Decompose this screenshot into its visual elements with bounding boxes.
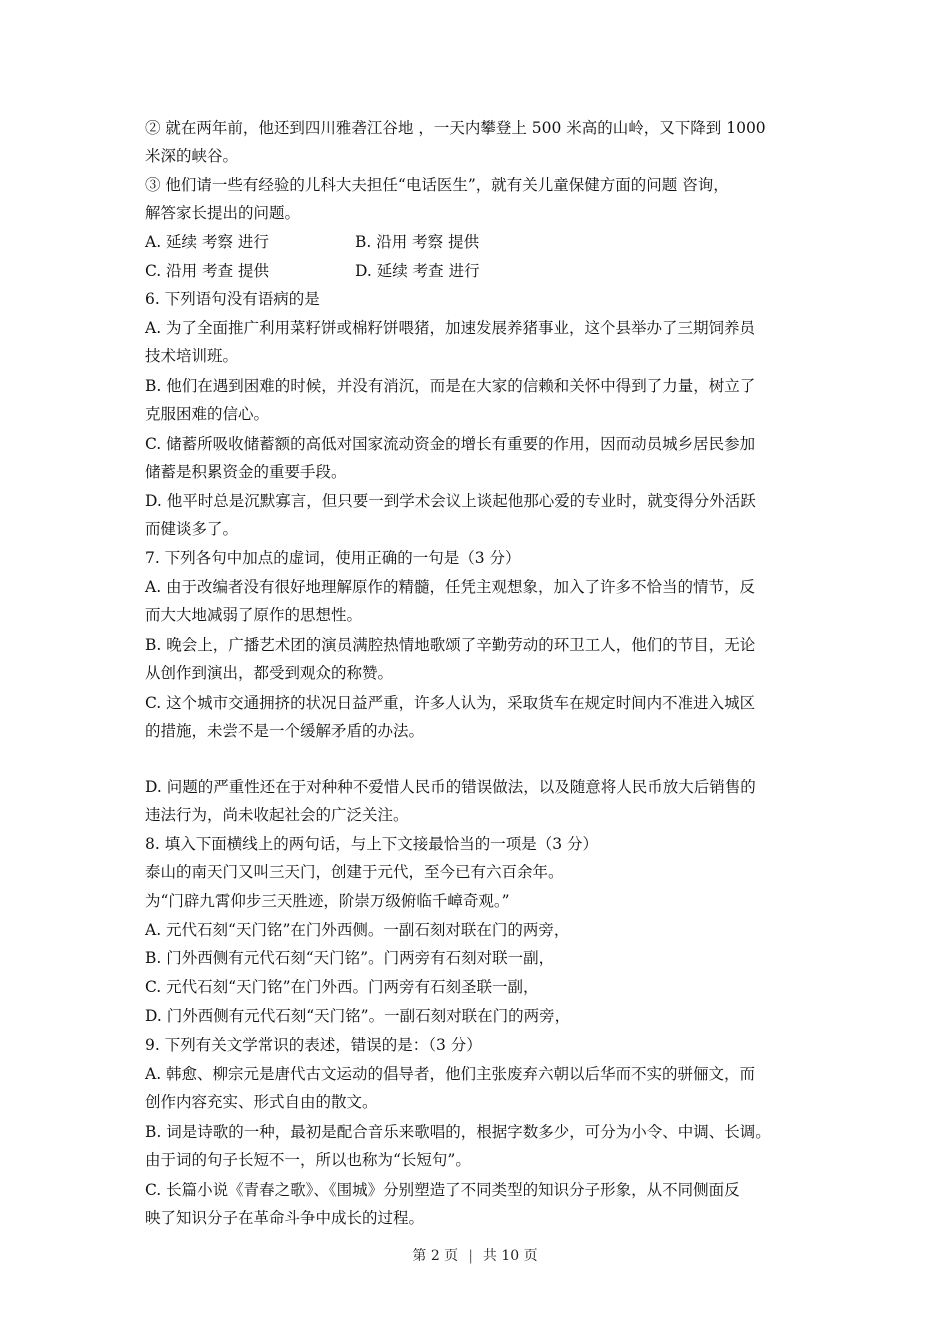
q7-stem: 7. 下列各句中加点的虚词，使用正确的一句是（3 分） — [145, 549, 521, 567]
q8-option-c: C. 元代石刻“天门铭”在门外西。门两旁有石刻圣联一副， — [145, 978, 539, 996]
q6-option-c-line-2: 储蓄是积累资金的重要手段。 — [145, 463, 347, 481]
q7-option-c-line-2: 的措施，未尝不是一个缓解矛盾的办法。 — [145, 722, 425, 740]
q5-option-c: C. 沿用 考查 提供 — [145, 262, 270, 280]
q7-option-d-line-2: 违法行为，尚未收起社会的广泛关注。 — [145, 806, 409, 824]
q6-option-a-line-1: A. 为了全面推广利用菜籽饼或棉籽饼喂猪，加速发展养猪事业，这个县举办了三期饲养员 — [145, 319, 756, 337]
q9-option-c-line-2: 映了知识分子在革命斗争中成长的过程。 — [145, 1209, 425, 1227]
q5-option-a: A. 延续 考察 进行 — [145, 233, 269, 251]
q7-option-a-line-2: 而大大地减弱了原作的思想性。 — [145, 606, 363, 624]
q5-item-3-line-1: ③ 他们请一些有经验的儿科大夫担任“电话医生”，就有关儿童保健方面的问题 咨询， — [145, 176, 729, 194]
q9-option-c-line-1: C. 长篇小说《青春之歌》、《围城》分别塑造了不同类型的知识分子形象，从不同侧面反 — [145, 1181, 740, 1199]
q7-option-d-line-1: D. 问题的严重性还在于对种种不爱惜人民币的错误做法，以及随意将人民币放大后销售的 — [145, 778, 756, 796]
q7-option-b-line-2: 从创作到演出，都受到观众的称赞。 — [145, 664, 394, 682]
q5-item-2-line-2: 米深的峡谷。 — [145, 147, 239, 165]
footer-separator: | — [468, 1248, 473, 1264]
q6-option-c-line-1: C. 储蓄所吸收储蓄额的高低对国家流动资金的增长有重要的作用，因而动员城乡居民参加 — [145, 435, 756, 453]
q6-option-d-line-1: D. 他平时总是沉默寡言，但只要一到学术会议上谈起他那心爱的专业时，就变得分外活跃 — [145, 492, 756, 510]
q5-option-b: B. 沿用 考察 提供 — [355, 233, 480, 251]
q7-option-c-line-1: C. 这个城市交通拥挤的状况日益严重，许多人认为，采取货车在规定时间内不准进入城区 — [145, 694, 756, 712]
q8-passage-line-1: 泰山的南天门又叫三天门，创建于元代，至今已有六百余年。 — [145, 863, 564, 881]
q6-option-b-line-1: B. 他们在遇到困难的时候，并没有消沉，而是在大家的信赖和关怀中得到了力量，树立了 — [145, 377, 756, 395]
q9-option-b-line-2: 由于词的句子长短不一，所以也称为“长短句”。 — [145, 1151, 471, 1169]
q7-option-b-line-1: B. 晚会上，广播艺术团的演员满腔热情地歌颂了辛勤劳动的环卫工人，他们的节目，无论 — [145, 636, 756, 654]
q6-option-b-line-2: 克服困难的信心。 — [145, 405, 270, 423]
q5-item-2-line-1: ② 就在两年前，他还到四川雅砻江谷地 ，一天内攀登上 500 米高的山岭，又下降到 1000 — [145, 119, 766, 137]
q8-option-d: D. 门外西侧有元代石刻“天门铭”。一副石刻对联在门的两旁， — [145, 1007, 571, 1025]
page-number: 第 2 页 — [412, 1248, 459, 1264]
q9-option-b-line-1: B. 词是诗歌的一种，最初是配合音乐来歌唱的，根据字数多少，可分为小令、中调、长调。 — [145, 1123, 771, 1141]
q9-stem: 9. 下列有关文学常识的表述，错误的是：（3 分） — [145, 1036, 482, 1054]
page-footer — [0, 1246, 950, 1266]
q8-stem: 8. 填入下面横线上的两句话，与上下文接最恰当的一项是（3 分） — [145, 835, 599, 853]
q8-option-a: A. 元代石刻“天门铭”在门外西侧。一副石刻对联在门的两旁， — [145, 921, 570, 939]
q6-option-a-line-2: 技术培训班。 — [145, 347, 239, 365]
q5-item-3-line-2: 解答家长提出的问题。 — [145, 204, 301, 222]
q8-passage-line-2: 为“门辟九霄仰步三天胜迹，阶崇万级俯临千嶂奇观。” — [145, 892, 510, 910]
q7-option-a-line-1: A. 由于改编者没有很好地理解原作的精髓，任凭主观想象，加入了许多不恰当的情节，反 — [145, 578, 756, 596]
q9-option-a-line-2: 创作内容充实、形式自由的散文。 — [145, 1093, 378, 1111]
q6-option-d-line-2: 而健谈多了。 — [145, 520, 239, 538]
page-total: 共 10 页 — [482, 1248, 538, 1264]
q8-option-b: B. 门外西侧有元代石刻“天门铭”。门两旁有石刻对联一副， — [145, 949, 555, 967]
q9-option-a-line-1: A. 韩愈、柳宗元是唐代古文运动的倡导者，他们主张废弃六朝以后华而不实的骈俪文，而 — [145, 1065, 756, 1083]
q5-option-d: D. 延续 考查 进行 — [355, 262, 480, 280]
q6-stem: 6. 下列语句没有语病的是 — [145, 290, 320, 308]
